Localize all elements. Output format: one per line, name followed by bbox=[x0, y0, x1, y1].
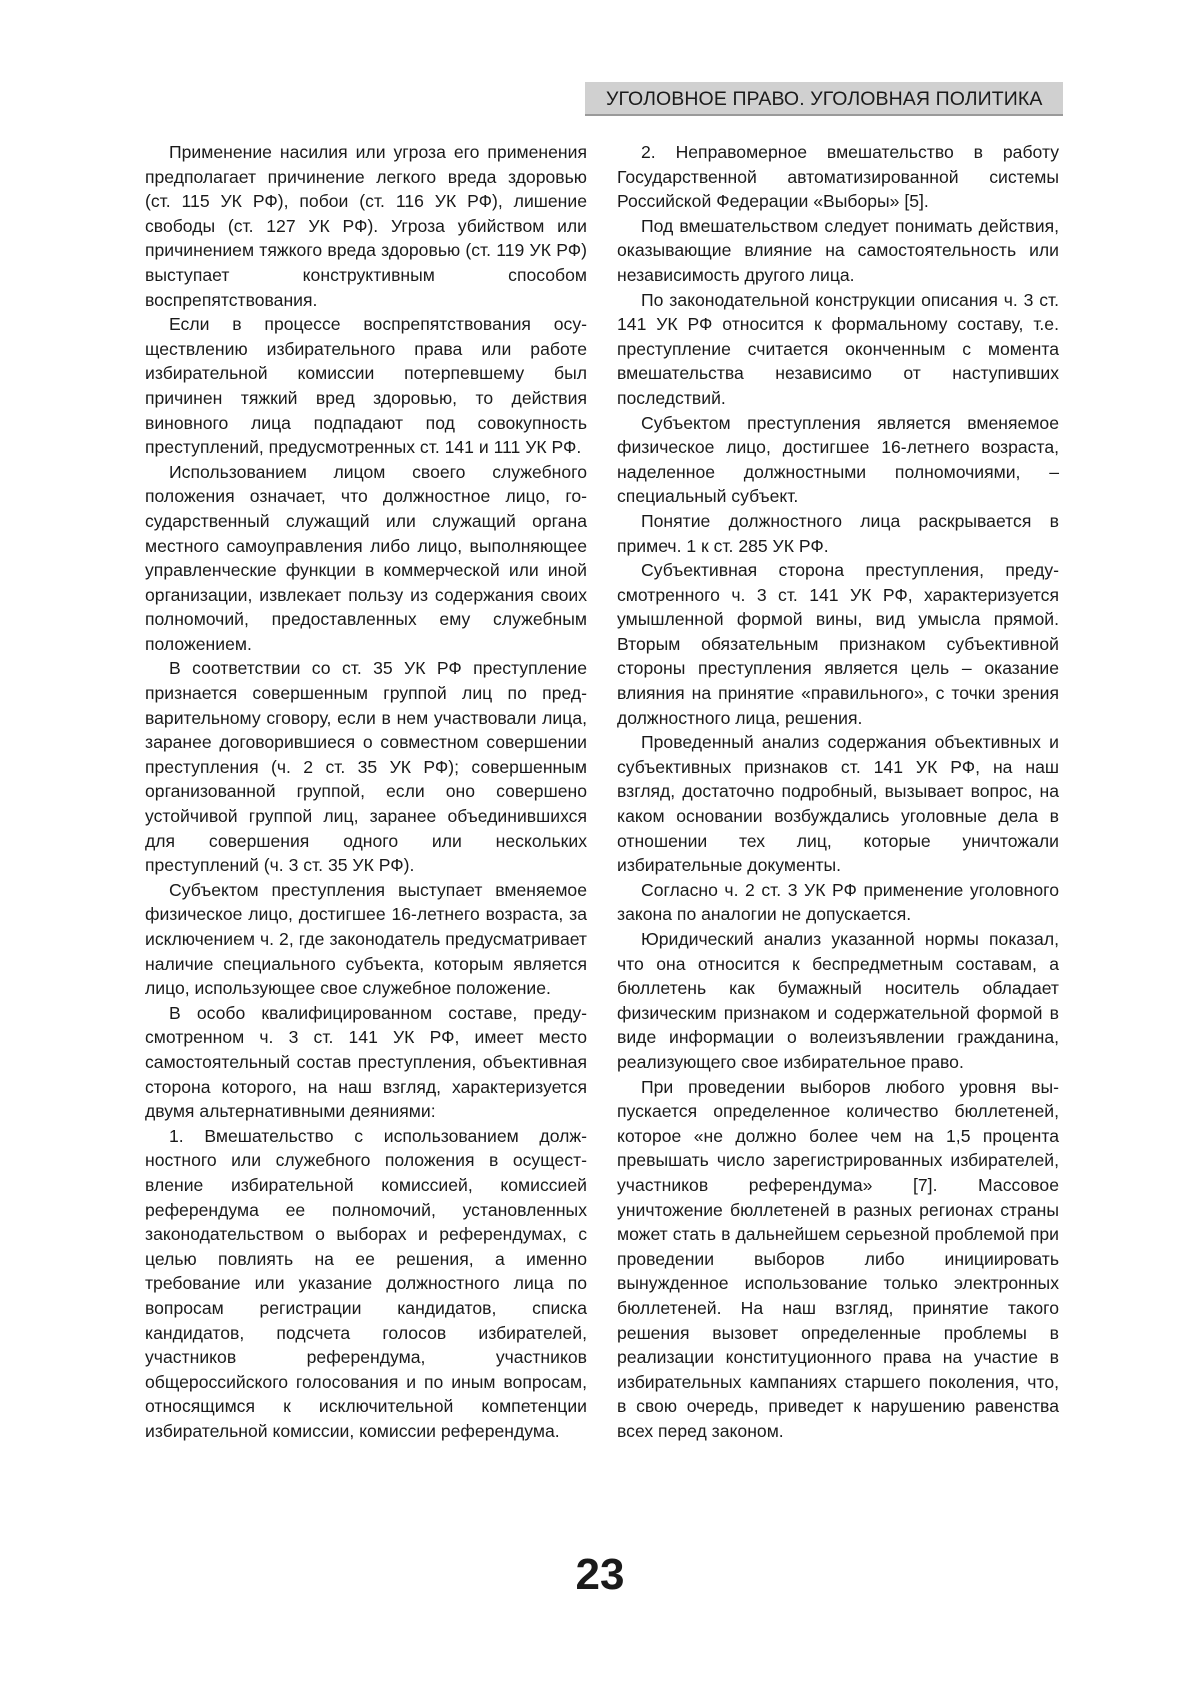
paragraph: Согласно ч. 2 ст. 3 УК РФ применение уголовного закона по аналогии не допускается. bbox=[617, 879, 1059, 925]
paragraph: Субъектом преступления выступает вменяемое физическое лицо, достигшее 16-летнего возраста, за исключением ч. 2, где законодатель предусматривает наличие специального субъекта, которым является лицо, использующее свое служебное положение. bbox=[145, 879, 587, 999]
page-number: 23 bbox=[575, 1550, 625, 1599]
paragraph: В особо квалифицированном составе, предусмотренном ч. 3 ст. 141 УК РФ, имеет место самостоятельный состав преступления, объективная сторона которого, на наш взгляд, характеризуется двумя альтернативными деяниями: bbox=[145, 1002, 587, 1122]
paragraph: В соответствии со ст. 35 УК РФ преступление признается совершенным группой лиц по предварительному сговору, если в нем участвовали лица, заранее договорившиеся о совместном совершении преступления (ч. 2 ст. 35 УК РФ); совершенным организованной группой, если оно совершено устойчивой группой лиц, заранее объединившихся для совершения одного или нескольких преступлений (ч. 3 ст. 35 УК РФ). bbox=[145, 658, 587, 876]
paragraph: 2. Неправомерное вмешательство в работу Государственной автоматизированной системы Российской Федерации «Выборы» [5]. bbox=[617, 142, 1059, 212]
paragraph: Проведенный анализ содержания объективных и субъективных признаков ст. 141 УК РФ, на наш взгляд, достаточно подробный, вызывает вопрос, на каком основании возбуждались уголовные дела в отношении тех лиц, которые уничтожали избирательные документы. bbox=[617, 732, 1059, 876]
paragraph: Использованием лицом своего служебного положения означает, что должностное лицо, государственный служащий или служащий органа местного самоуправления либо лицо, выполняющее управленческие функции в коммерческой или иной организации, извлекает пользу из содержания своих полномочий, предоставленных ему служебным положением. bbox=[145, 461, 587, 654]
running-header-title: УГОЛОВНОЕ ПРАВО. УГОЛОВНАЯ ПОЛИТИКА bbox=[606, 88, 1043, 110]
paragraph: Если в процессе воспрепятствования осуществлению избирательного права или работе избирательной комиссии потерпевшему был причинен тяжкий вред здоровью, то действия виновного лица подпадают под совокупность преступлений, предусмотренных ст. 141 и 111 УК РФ. bbox=[145, 314, 587, 458]
right-column bbox=[617, 140, 1059, 1443]
left-column bbox=[145, 140, 587, 1443]
paragraph: Понятие должностного лица раскрывается в примеч. 1 к ст. 285 УК РФ. bbox=[617, 510, 1059, 556]
paragraph: Применение насилия или угроза его применения предполагает причинение легкого вреда здоровью (ст. 115 УК РФ), побои (ст. 116 УК РФ), лишение свободы (ст. 127 УК РФ). Угроза убийством или причинением тяжкого вреда здоровью (ст. 119 УК РФ) выступает конструктивным способом воспрепятствования. bbox=[145, 142, 587, 310]
paragraph: Субъектом преступления является вменяемое физическое лицо, достигшее 16-летнего возраста, наделенное должностными полномочиями, – специальный субъект. bbox=[617, 412, 1059, 507]
paragraph: Субъективная сторона преступления, предусмотренного ч. 3 ст. 141 УК РФ, характеризуется умышленной формой вины, вид умысла прямой. Вторым обязательным признаком субъективной стороны преступления является цель – оказание влияния на принятие «правильного», с точки зрения должностного лица, решения. bbox=[617, 560, 1059, 728]
paragraph: При проведении выборов любого уровня выпускается определенное количество бюллетеней, которое «не должно более чем на 1,5 процента превышать число зарегистрированных избирателей, участников референдума» [7]. Массовое уничтожение бюллетеней в разных регионах страны может стать в дальнейшем серьезной проблемой при проведении выборов либо инициировать вынужденное использование только электронных бюллетеней. На наш взгляд, принятие такого решения вызовет определенные проблемы в реализации конституционного права на участие в избирательных кампаниях старшего поколения, что, в свою очередь, приведет к нарушению равенства всех перед законом. bbox=[617, 1076, 1059, 1441]
paragraph: Под вмешательством следует понимать действия, оказывающие влияние на самостоятельность или независимость другого лица. bbox=[617, 215, 1059, 285]
paragraph: По законодательной конструкции описания ч. 3 ст. 141 УК РФ относится к формальному составу, т.е. преступление считается оконченным с момента вмешательства независимо от наступивших последствий. bbox=[617, 289, 1059, 408]
paragraph: Юридический анализ указанной нормы показал, что она относится к беспредметным составам, а бюллетень как бумажный носитель обладает физическим признаком и содержательной формой в виде информации о волеизъявлении гражданина, реализующего свое избирательное право. bbox=[617, 929, 1059, 1072]
paragraph: 1. Вмешательство с использованием должностного или служебного положения в осуществление избирательной комиссией, комиссией референдума ее полномочий, установленных законодательством о выборах и референдумах, с целью повлиять на ее решения, а именно требование или указание должностного лица по вопросам регистрации кандидатов, списка кандидатов, подсчета голосов избирателей, участников референдума, участников общероссийского голосования и по иным вопросам, относящимся к исключительной компетенции избирательной комиссии, комиссии референдума. bbox=[145, 1125, 587, 1441]
